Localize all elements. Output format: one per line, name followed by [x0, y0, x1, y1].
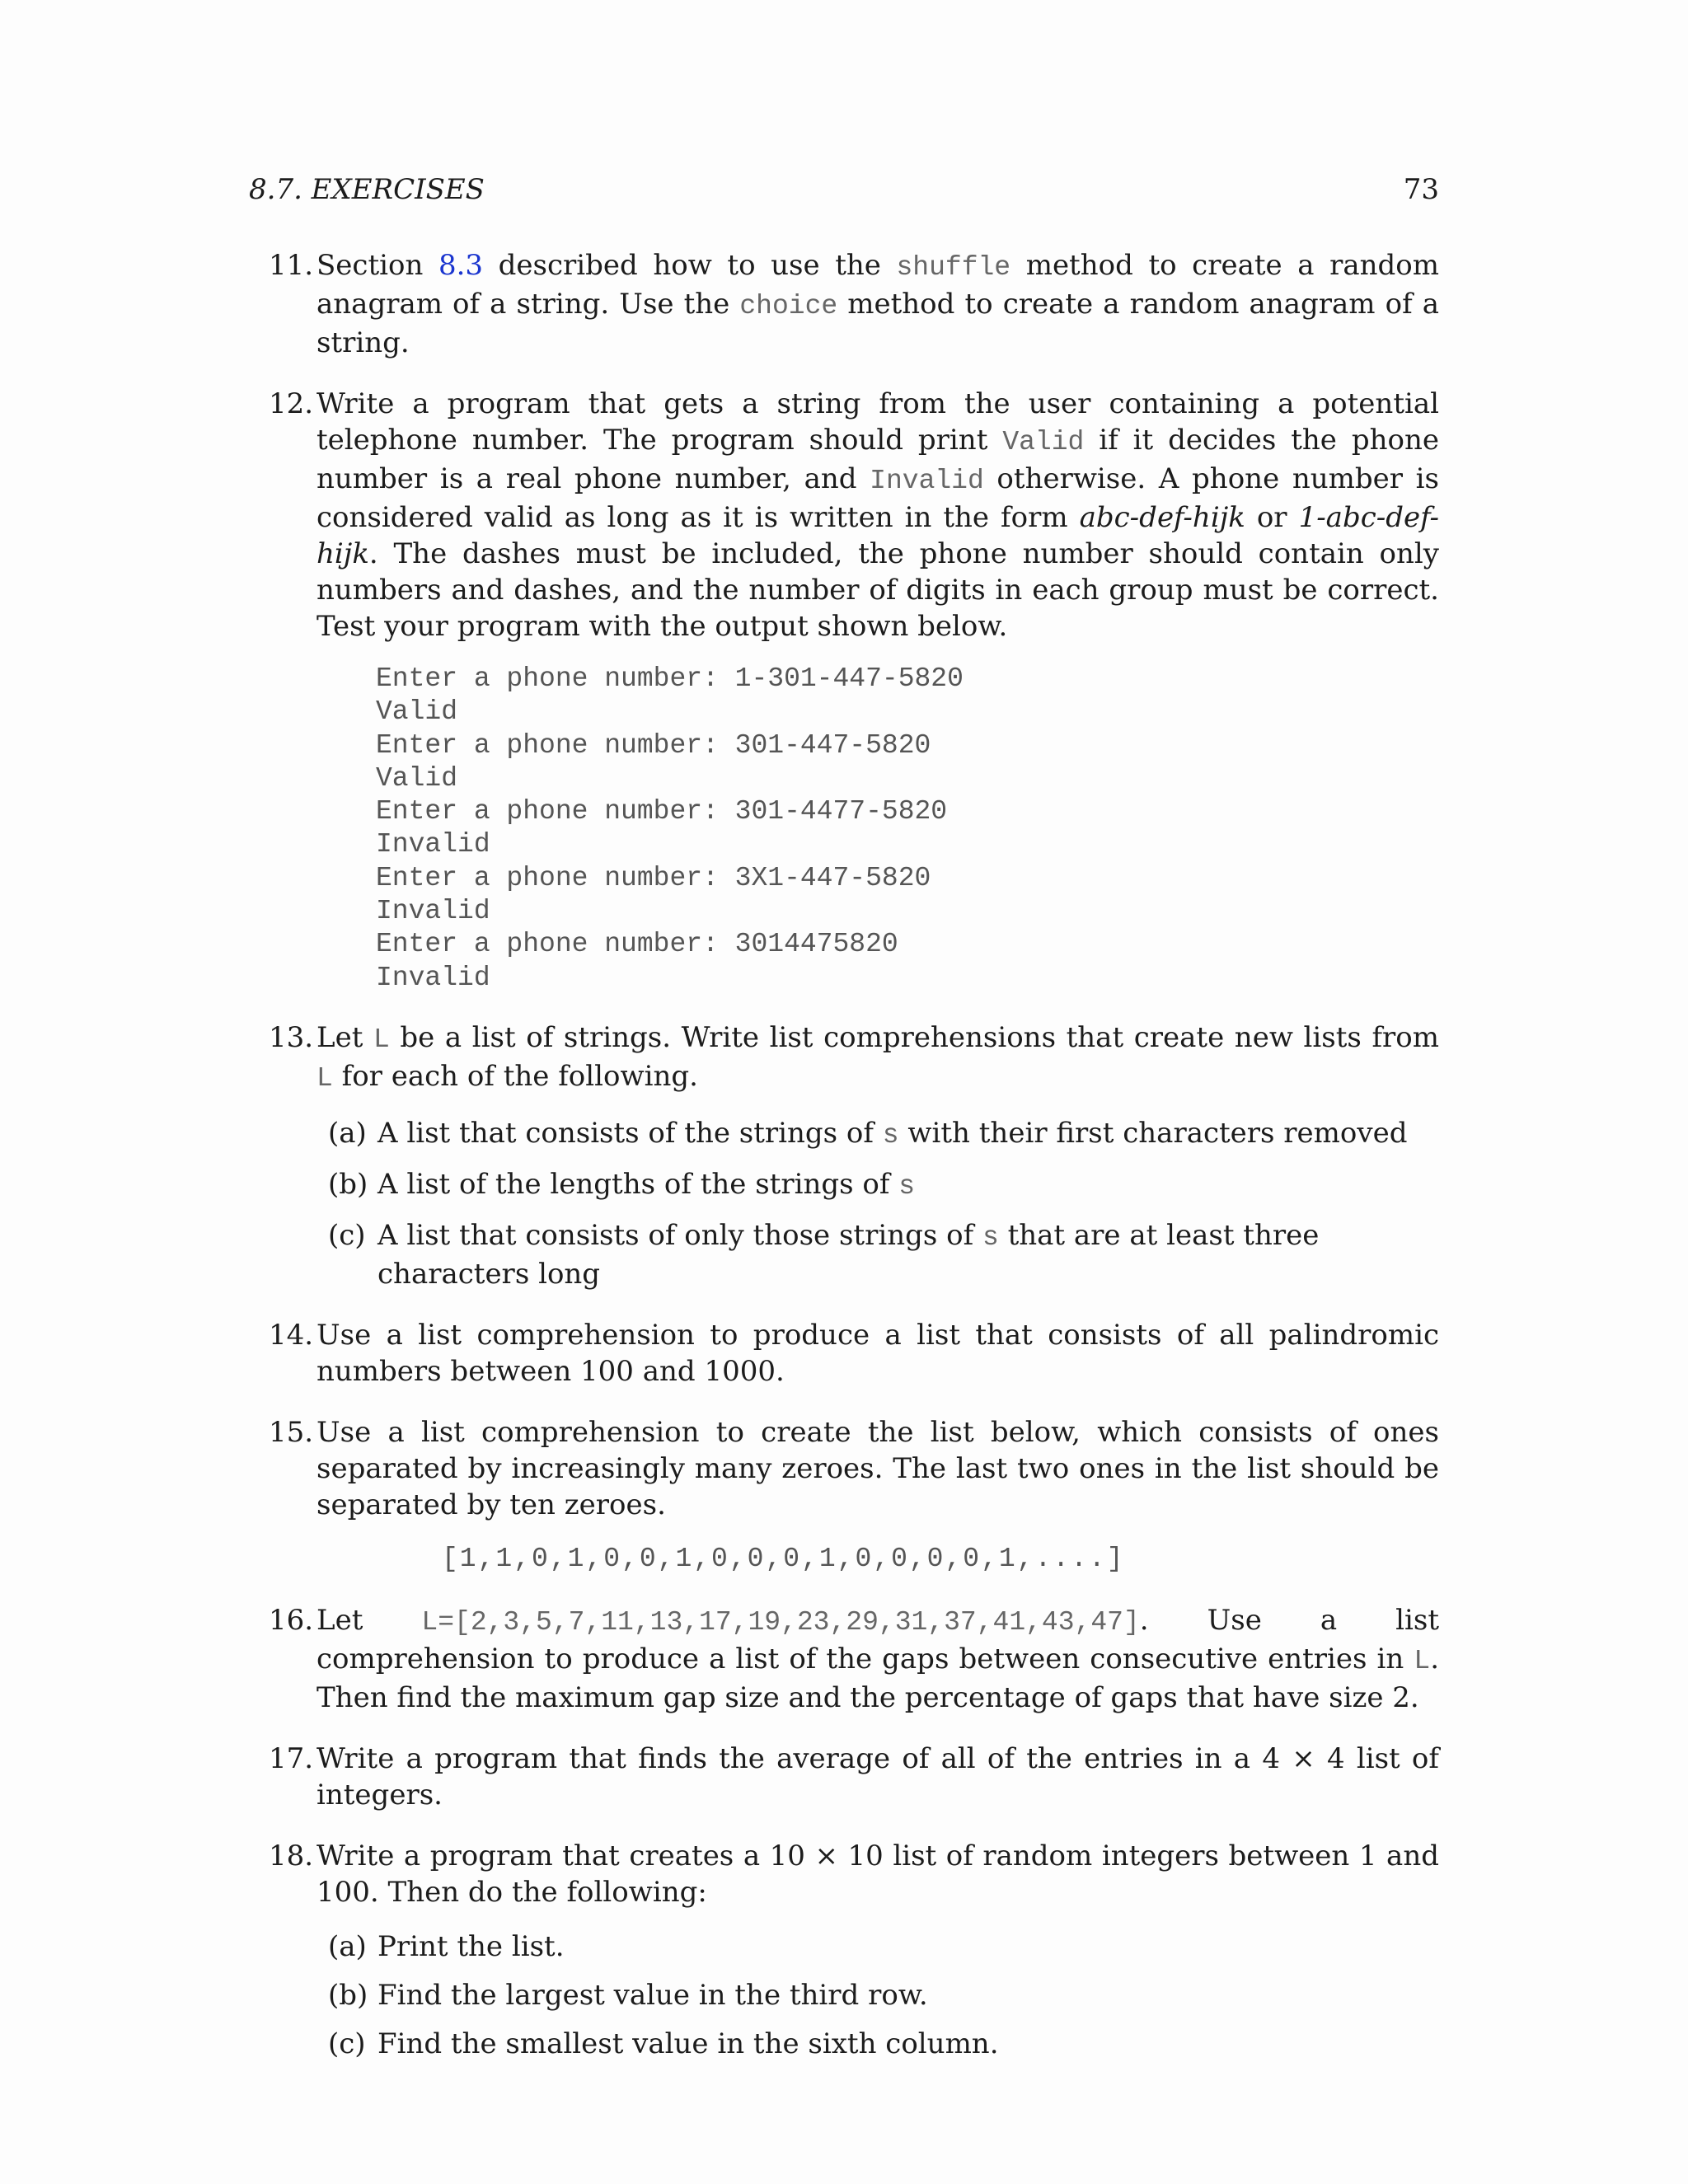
running-header: 8.7. EXERCISES [249, 173, 485, 206]
exercise-number: 13. [269, 1020, 314, 1054]
exercise-17 [249, 1741, 1439, 1813]
code-line: Valid [376, 762, 458, 794]
sub-item-list [316, 1115, 1439, 1292]
inline-code: L [316, 1062, 333, 1094]
exercise-text: Let L be a list of strings. Write list comprehensions that create new lists from L for each of the following. [316, 1020, 1439, 1094]
sub-item: (a) Print the list. [328, 1929, 565, 1963]
inline-code: Invalid [870, 466, 984, 496]
exercise-number: 12. [269, 387, 314, 420]
exercise-number: 14. [269, 1318, 314, 1352]
code-line: Enter a phone number: 301-447-5820 [376, 729, 931, 761]
code-line: Enter a phone number: 3014475820 [376, 929, 898, 960]
sub-item: (c) A list that consists of only those strings of s that are at least three characters long [328, 1218, 1320, 1291]
code-line: Enter a phone number: 301-4477-5820 [376, 796, 948, 827]
inline-code: L [1414, 1645, 1431, 1676]
exercise-text: Section 8.3 described how to use the shuffle method to create a random anagram of a string. Use the choice method to create a random anagram of a string. [316, 249, 1439, 359]
section-link[interactable]: 8.3 [438, 249, 484, 282]
exercise-text: Write a program that creates a 10 × 10 list of random integers between 1 and 100. Then do the following: [316, 1839, 1439, 1909]
exercise-14 [249, 1317, 1439, 1390]
page-header [249, 171, 1439, 208]
exercise-number: 17. [269, 1741, 314, 1775]
sub-item-label: (b) [328, 1978, 368, 2012]
inline-code: Valid [1002, 427, 1085, 457]
code-output-block [376, 663, 1439, 995]
sub-item-label: (a) [328, 1929, 367, 1963]
inline-code: s [982, 1221, 999, 1253]
code-line: Valid [376, 696, 458, 728]
sub-item-label: (c) [328, 1218, 366, 1252]
code-line: Invalid [376, 829, 490, 860]
code-line: Invalid [376, 962, 490, 993]
list-example: [1,1,0,1,0,0,1,0,0,0,1,0,0,0,0,1,....] [442, 1543, 1125, 1574]
sub-item-label: (a) [328, 1116, 367, 1150]
inline-code: choice [739, 291, 838, 321]
code-line: Enter a phone number: 1-301-447-5820 [376, 663, 964, 694]
sub-item-label: (b) [328, 1167, 368, 1201]
exercise-number: 11. [269, 249, 314, 282]
exercise-number: 16. [269, 1603, 314, 1637]
exercise-text: Write a program that finds the average of all of the entries in a 4 × 4 list of integers. [316, 1741, 1439, 1811]
sub-item: (b) A list of the lengths of the strings of s [328, 1167, 916, 1202]
exercise-18 [249, 1838, 1439, 2062]
exercise-list [249, 247, 1439, 2087]
exercise-11 [249, 247, 1439, 361]
exercise-text: Write a program that gets a string from the user containing a potential telephone number. The program should print Valid if it decides the phone number is a real phone number, and Invalid otherwise. A phone number is considered valid as long as it is written in the form abc-def-hijk or 1-abc-def-hijk. The dashes must be included, the phone number should contain only numbers and dashes, and the number of digits in each group must be correct. Test your program with the output shown below. [316, 387, 1439, 643]
exercise-text: Use a list comprehension to produce a list that consists of all palindromic numbers between 100 and 1000. [316, 1318, 1439, 1388]
sub-item-label: (c) [328, 2027, 366, 2060]
exercise-12 [249, 386, 1439, 995]
exercise-13 [249, 1019, 1439, 1292]
exercise-16 [249, 1602, 1439, 1716]
inline-code: s [898, 1170, 916, 1202]
exercise-text: Let L=[2,3,5,7,11,13,17,19,23,29,31,37,41,43,47]. Use a list comprehension to produce a list of the gaps between consecutive entries in L. Then find the maximum gap size and the percentage of gaps that have size 2. [316, 1603, 1440, 1714]
exercise-number: 18. [269, 1839, 314, 1872]
inline-code: shuffle [896, 252, 1011, 283]
exercise-15 [249, 1414, 1439, 1577]
sub-item: (a) A list that consists of the strings of s with their first characters removed [328, 1116, 1408, 1151]
inline-code: L [373, 1024, 390, 1055]
sub-item: (b) Find the largest value in the third row. [328, 1978, 928, 2012]
inline-code: L=[2,3,5,7,11,13,17,19,23,29,31,37,41,43,47] [421, 1606, 1140, 1638]
page-number: 73 [1403, 173, 1439, 206]
sub-item: (c) Find the smallest value in the sixth column. [328, 2027, 999, 2060]
sub-item-list [316, 1929, 1439, 2062]
exercise-text: Use a list comprehension to create the list below, which consists of ones separated by increasingly many zeroes. The last two ones in the list should be separated by ten zeroes. [316, 1415, 1439, 1521]
exercise-number: 15. [269, 1415, 314, 1449]
code-line: Invalid [376, 896, 490, 927]
code-line: Enter a phone number: 3X1-447-5820 [376, 862, 931, 893]
inline-code: s [882, 1119, 899, 1151]
